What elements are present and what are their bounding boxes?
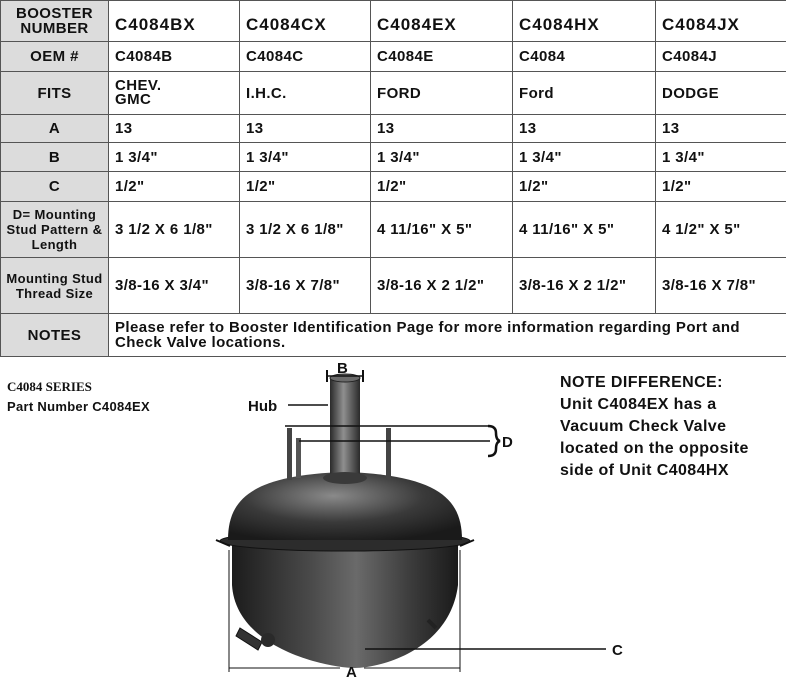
part-number-caption: Part Number C4084EX [7, 399, 150, 414]
fits-label: FITS [1, 72, 109, 115]
c-cell: 1/2" [109, 172, 240, 202]
fits-cell: Ford [513, 72, 656, 115]
booster-cell: C4084CX [240, 1, 371, 42]
note-difference-heading: NOTE DIFFERENCE: [560, 374, 723, 391]
b-cell: 1 3/4" [656, 143, 786, 172]
thread-cell: 3/8-16 X 2 1/2" [371, 258, 513, 314]
c-label: C [1, 172, 109, 202]
notes-text: Please refer to Booster Identification Page for more information regarding Port and Check Valve locations. [109, 314, 786, 357]
pattern-cell: 3 1/2 X 6 1/8" [109, 202, 240, 258]
b-cell: 1 3/4" [513, 143, 656, 172]
mounting-stud [287, 428, 292, 480]
oem-cell: C4084B [109, 42, 240, 72]
thread-size-label: Mounting Stud Thread Size [1, 258, 109, 314]
b-label: B [1, 143, 109, 172]
notes-label: NOTES [1, 314, 109, 357]
thread-size-row [1, 258, 786, 314]
b-cell: 1 3/4" [371, 143, 513, 172]
thread-cell: 3/8-16 X 2 1/2" [513, 258, 656, 314]
booster-cell: C4084EX [371, 1, 513, 42]
note-difference-body: Unit C4084EX has a Vacuum Check Valve located on the opposite side of Unit C4084HX [560, 396, 749, 479]
oem-cell: C4084C [240, 42, 371, 72]
c-cell: 1/2" [240, 172, 371, 202]
b-cell: 1 3/4" [240, 143, 371, 172]
oem-label: OEM # [1, 42, 109, 72]
booster-cell: C4084JX [656, 1, 786, 42]
a-cell: 13 [371, 115, 513, 143]
mounting-pattern-row [1, 202, 786, 258]
a-cell: 13 [513, 115, 656, 143]
dimension-b-label: B [337, 360, 348, 377]
thread-cell: 3/8-16 X 3/4" [109, 258, 240, 314]
thread-cell: 3/8-16 X 7/8" [240, 258, 371, 314]
fits-cell: I.H.C. [240, 72, 371, 115]
oem-cell: C4084 [513, 42, 656, 72]
b-row [1, 143, 786, 172]
oem-cell: C4084J [656, 42, 786, 72]
booster-diagram [0, 355, 700, 690]
thread-cell: 3/8-16 X 7/8" [656, 258, 786, 314]
dimension-d-label: D [502, 434, 513, 451]
booster-number-label: BOOSTER NUMBER [1, 1, 109, 42]
pattern-cell: 4 11/16" X 5" [513, 202, 656, 258]
pattern-cell: 4 1/2" X 5" [656, 202, 786, 258]
mounting-stud [296, 438, 301, 478]
fits-row [1, 72, 786, 115]
a-row [1, 115, 786, 143]
fits-cell: FORD [371, 72, 513, 115]
hub [330, 378, 360, 478]
booster-cell: C4084HX [513, 1, 656, 42]
oem-cell: C4084E [371, 42, 513, 72]
c-cell: 1/2" [513, 172, 656, 202]
booster-cell: C4084BX [109, 1, 240, 42]
series-caption: C4084 SERIES [7, 379, 92, 394]
oem-row [1, 42, 786, 72]
pattern-cell: 3 1/2 X 6 1/8" [240, 202, 371, 258]
a-cell: 13 [656, 115, 786, 143]
c-row [1, 172, 786, 202]
fits-cell: CHEV. GMC [109, 72, 240, 115]
booster-number-row [1, 1, 786, 42]
dimension-a-label: A [346, 664, 357, 681]
dimension-c-label: C [612, 642, 623, 659]
c-cell: 1/2" [371, 172, 513, 202]
mounting-stud [386, 428, 391, 480]
mounting-pattern-label: D= Mounting Stud Pattern & Length [1, 202, 109, 258]
a-cell: 13 [240, 115, 371, 143]
fits-cell: DODGE [656, 72, 786, 115]
b-cell: 1 3/4" [109, 143, 240, 172]
c-cell: 1/2" [656, 172, 786, 202]
pattern-cell: 4 11/16" X 5" [371, 202, 513, 258]
notes-row [1, 314, 786, 357]
a-label: A [1, 115, 109, 143]
hub-label: Hub [248, 398, 278, 415]
a-cell: 13 [109, 115, 240, 143]
